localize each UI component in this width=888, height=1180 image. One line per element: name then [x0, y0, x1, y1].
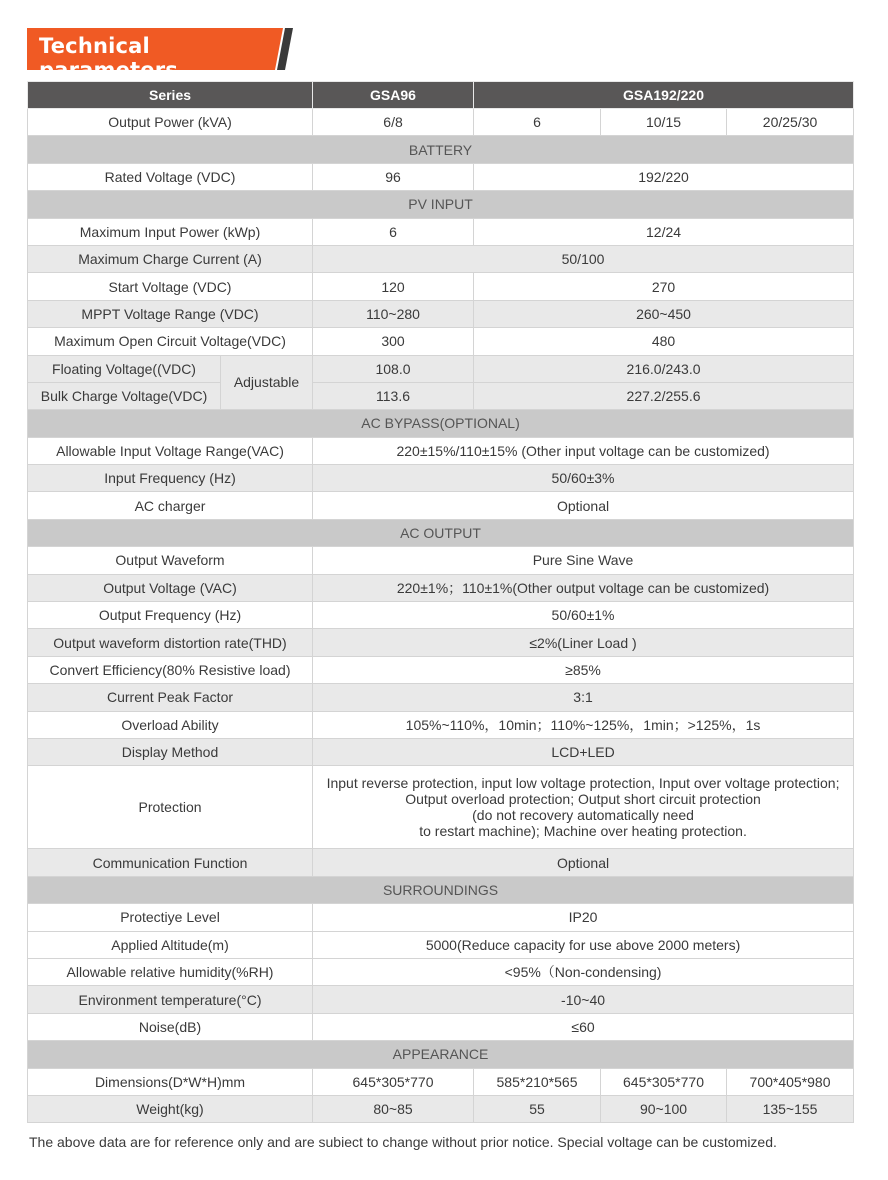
row-label: Current Peak Factor [28, 684, 313, 711]
table-row [28, 163, 854, 190]
section-ac-output: AC OUTPUT [28, 519, 854, 546]
header-series: Series [28, 82, 313, 109]
cell-value: 645*305*770 [313, 1068, 474, 1095]
cell-value: 80~85 [313, 1095, 474, 1122]
cell-value: Pure Sine Wave [313, 547, 854, 574]
cell-value: 20/25/30 [727, 109, 854, 136]
section-appearance: APPEARANCE [28, 1041, 854, 1068]
cell-value: 55 [474, 1095, 601, 1122]
header-gsa192: GSA192/220 [474, 82, 854, 109]
row-label: Weight(kg) [28, 1095, 313, 1122]
section-row [28, 410, 854, 437]
section-row [28, 876, 854, 903]
row-label: Communication Function [28, 849, 313, 876]
spec-table [27, 81, 854, 1123]
cell-value: 6 [313, 218, 474, 245]
section-battery: BATTERY [28, 136, 854, 163]
cell-value: 50/100 [313, 245, 854, 272]
row-label: Input Frequency (Hz) [28, 465, 313, 492]
table-row [28, 1095, 854, 1122]
banner-title: Technical parameters [39, 34, 178, 82]
table-row [28, 684, 854, 711]
cell-value: 5000(Reduce capacity for use above 2000 meters) [313, 931, 854, 958]
cell-value: 113.6 [313, 382, 474, 409]
section-ac-bypass: AC BYPASS(OPTIONAL) [28, 410, 854, 437]
header-gsa96: GSA96 [313, 82, 474, 109]
cell-value: IP20 [313, 904, 854, 931]
table-header-row [28, 82, 854, 109]
cell-value: 135~155 [727, 1095, 854, 1122]
table-row [28, 245, 854, 272]
protection-line: Input reverse protection, input low voltage protection, Input over voltage protection; [326, 775, 840, 792]
cell-value: 6 [474, 109, 601, 136]
table-row [28, 547, 854, 574]
row-label: Floating Voltage((VDC) [28, 355, 221, 382]
section-row [28, 136, 854, 163]
cell-value: ≤60 [313, 1013, 854, 1040]
cell-value: 480 [474, 328, 854, 355]
cell-value: 645*305*770 [601, 1068, 727, 1095]
table-row [28, 629, 854, 656]
cell-value: LCD+LED [313, 738, 854, 765]
row-label: Output Power (kVA) [28, 109, 313, 136]
cell-value: 700*405*980 [727, 1068, 854, 1095]
section-row [28, 1041, 854, 1068]
row-label: Output waveform distortion rate(THD) [28, 629, 313, 656]
row-label: MPPT Voltage Range (VDC) [28, 300, 313, 327]
row-label: Applied Altitude(m) [28, 931, 313, 958]
row-label: Overload Ability [28, 711, 313, 738]
table-row [28, 738, 854, 765]
adjustable-label: Adjustable [221, 355, 313, 410]
row-label: Protection [28, 766, 313, 849]
table-row [28, 958, 854, 985]
cell-value: -10~40 [313, 986, 854, 1013]
row-label: Rated Voltage (VDC) [28, 163, 313, 190]
cell-value: 108.0 [313, 355, 474, 382]
section-row [28, 191, 854, 218]
row-label: Maximum Input Power (kWp) [28, 218, 313, 245]
cell-value: ≤2%(Liner Load ) [313, 629, 854, 656]
row-label: Noise(dB) [28, 1013, 313, 1040]
row-label: Convert Efficiency(80% Resistive load) [28, 656, 313, 683]
table-row [28, 986, 854, 1013]
row-label: Dimensions(D*W*H)mm [28, 1068, 313, 1095]
section-surroundings: SURROUNDINGS [28, 876, 854, 903]
cell-value: 96 [313, 163, 474, 190]
cell-value: 105%~110%，10min；110%~125%，1min；>125%，1s [313, 711, 854, 738]
section-pv-input: PV INPUT [28, 191, 854, 218]
cell-value: 300 [313, 328, 474, 355]
table-row [28, 931, 854, 958]
table-row [28, 273, 854, 300]
table-row [28, 1068, 854, 1095]
cell-value: 192/220 [474, 163, 854, 190]
table-row [28, 300, 854, 327]
cell-value: 90~100 [601, 1095, 727, 1122]
cell-value: 260~450 [474, 300, 854, 327]
table-row [28, 382, 854, 409]
protection-line: Output overload protection; Output short circuit protection [405, 791, 761, 808]
cell-value: 220±15%/110±15% (Other input voltage can be customized) [313, 437, 854, 464]
row-label: AC charger [28, 492, 313, 519]
table-row [28, 849, 854, 876]
footnote: The above data are for reference only and are subiect to change without prior notice. Special voltage can be customized. [29, 1134, 777, 1150]
cell-value: 270 [474, 273, 854, 300]
table-row [28, 711, 854, 738]
row-label: Maximum Open Circuit Voltage(VDC) [28, 328, 313, 355]
table-row [28, 437, 854, 464]
table-row [28, 766, 854, 849]
table-row [28, 218, 854, 245]
cell-value: 50/60±1% [313, 602, 854, 629]
table-row [28, 355, 854, 382]
protection-description [313, 766, 854, 849]
table-row [28, 904, 854, 931]
row-label: Output Frequency (Hz) [28, 602, 313, 629]
cell-value: 12/24 [474, 218, 854, 245]
row-label: Allowable Input Voltage Range(VAC) [28, 437, 313, 464]
section-banner [27, 28, 293, 82]
table-row [28, 492, 854, 519]
cell-value: Optional [313, 849, 854, 876]
table-row [28, 1013, 854, 1040]
cell-value: 3:1 [313, 684, 854, 711]
row-label: Environment temperature(°C) [28, 986, 313, 1013]
row-label: Maximum Charge Current (A) [28, 245, 313, 272]
table-row [28, 109, 854, 136]
row-label: Protectiye Level [28, 904, 313, 931]
table-row [28, 656, 854, 683]
row-label: Output Voltage (VAC) [28, 574, 313, 601]
cell-value: 227.2/255.6 [474, 382, 854, 409]
cell-value: <95%（Non-condensing) [313, 958, 854, 985]
cell-value: 120 [313, 273, 474, 300]
row-label: Output Waveform [28, 547, 313, 574]
protection-line: (do not recovery automatically need [472, 807, 694, 824]
cell-value: 50/60±3% [313, 465, 854, 492]
cell-value: 6/8 [313, 109, 474, 136]
table-row [28, 574, 854, 601]
protection-line: to restart machine); Machine over heating protection. [419, 823, 747, 840]
table-row [28, 465, 854, 492]
table-row [28, 602, 854, 629]
cell-value: 110~280 [313, 300, 474, 327]
row-label: Allowable relative humidity(%RH) [28, 958, 313, 985]
row-label: Start Voltage (VDC) [28, 273, 313, 300]
row-label: Bulk Charge Voltage(VDC) [28, 382, 221, 409]
table-row [28, 328, 854, 355]
cell-value: 216.0/243.0 [474, 355, 854, 382]
cell-value: 10/15 [601, 109, 727, 136]
cell-value: ≥85% [313, 656, 854, 683]
cell-value: 220±1%；110±1%(Other output voltage can be customized) [313, 574, 854, 601]
row-label: Display Method [28, 738, 313, 765]
cell-value: 585*210*565 [474, 1068, 601, 1095]
section-row [28, 519, 854, 546]
cell-value: Optional [313, 492, 854, 519]
